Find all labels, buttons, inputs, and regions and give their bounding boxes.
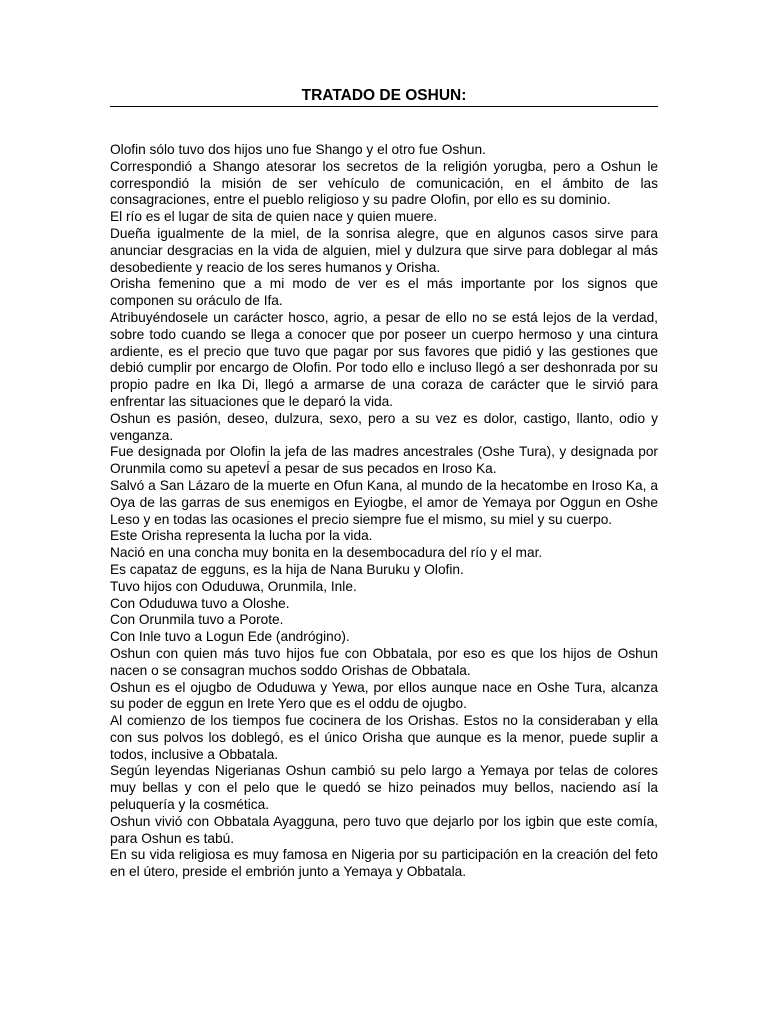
paragraph: Es capataz de egguns, es la hija de Nana Buruku y Olofin. <box>110 561 464 577</box>
paragraph: Dueña igualmente de la miel, de la sonrisa alegre, que en algunos casos sirve para anunciar desgracias en la vida de alguien, miel y dulzura que sirve para doblegar al más desobediente y reacio de los seres humanos y Orisha. <box>110 225 658 275</box>
paragraph: Con Oduduwa tuvo a Oloshe. <box>110 595 290 611</box>
paragraph: Fue designada por Olofin la jefa de las madres ancestrales (Oshe Tura), y designada por Orunmila como su apetevÍ a pesar de sus pecados en Iroso Ka. <box>110 444 658 477</box>
paragraph: Al comienzo de los tiempos fue cocinera de los Orishas. Estos no la consideraban y ella con sus polvos los doblegó, es el único Orisha que aunque es la menor, puede suplir a todos, inclusive a Obbatala. <box>110 713 658 762</box>
paragraph: Con Orunmila tuvo a Porote. <box>110 612 284 628</box>
paragraph: Nació en una concha muy bonita en la desembocadura del río y el mar. <box>110 545 543 561</box>
document-body <box>110 142 658 881</box>
paragraph: Olofin sólo tuvo dos hijos uno fue Shango y el otro fue Oshun. <box>110 142 486 157</box>
paragraph: Tuvo hijos con Oduduwa, Orunmila, Inle. <box>110 578 357 594</box>
paragraph: Atribuyéndosele un carácter hosco, agrio, a pesar de ello no se está lejos de la verdad, sobre todo cuando se llega a conocer que por poseer un cuerpo hermoso y una cintura ardiente, es el precio que tuvo que pagar por sus favores que pidió y las gestiones que debió cumplir por encargo de Olofin. Por todo ello e incluso llegó a ser deshonrada por su propio padre en Ika Di, llegó a armarse de una coraza de carácter que le sirvió para enfrentar las situaciones que le deparó la vida. <box>110 309 658 409</box>
paragraph: Con Inle tuvo a Logun Ede (andrógino). <box>110 629 350 645</box>
paragraph: Oshun con quien más tuvo hijos fue con Obbatala, por eso es que los hijos de Oshun nacen o se consagran muchos soddo Orishas de Obbatala. <box>110 645 658 678</box>
paragraph: Correspondió a Shango atesorar los secretos de la religión yorugba, pero a Oshun le correspondió la misión de ser vehículo de comunicación, en el ámbito de las consagraciones, entre el pueblo religioso y su padre Olofin, por ello es su dominio. <box>110 158 658 208</box>
paragraph: Este Orisha representa la lucha por la vida. <box>110 528 373 544</box>
title-underline <box>110 106 658 107</box>
paragraph: Salvó a San Lázaro de la muerte en Ofun Kana, al mundo de la hecatombe en Iroso Ka, a Oya de las garras de sus enemigos en Eyiogbe, el amor de Yemaya por Oggun en Oshe Leso y en todas las ocasiones el precio siempre fue el mismo, su miel y su cuerpo. <box>110 477 658 527</box>
document-title: TRATADO DE OSHUN: <box>301 87 467 104</box>
paragraph: Según leyendas Nigerianas Oshun cambió su pelo largo a Yemaya por telas de colores muy bellas y con el pelo que le quedó se hizo peinados muy bellos, naciendo así la peluquería y la cosmética. <box>110 763 658 813</box>
paragraph: Oshun es el ojugbo de Oduduwa y Yewa, por ellos aunque nace en Oshe Tura, alcanza su poder de eggun en Irete Yero que es el oddu de ojugbo. <box>110 679 658 712</box>
paragraph: El río es el lugar de sita de quien nace y quien muere. <box>110 209 438 225</box>
paragraph: Orisha femenino que a mi modo de ver es el más importante por los signos que componen su oráculo de Ifa. <box>110 276 658 309</box>
document-page <box>110 86 658 881</box>
paragraph: Oshun vivió con Obbatala Ayagguna, pero tuvo que dejarlo por los igbin que este comía, para Oshun es tabú. <box>110 813 658 846</box>
paragraph: Oshun es pasión, deseo, dulzura, sexo, pero a su vez es dolor, castigo, llanto, odio y venganza. <box>110 410 658 443</box>
paragraph: En su vida religiosa es muy famosa en Nigeria por su participación en la creación del feto en el útero, preside el embrión junto a Yemaya y Obbatala. <box>110 847 658 880</box>
